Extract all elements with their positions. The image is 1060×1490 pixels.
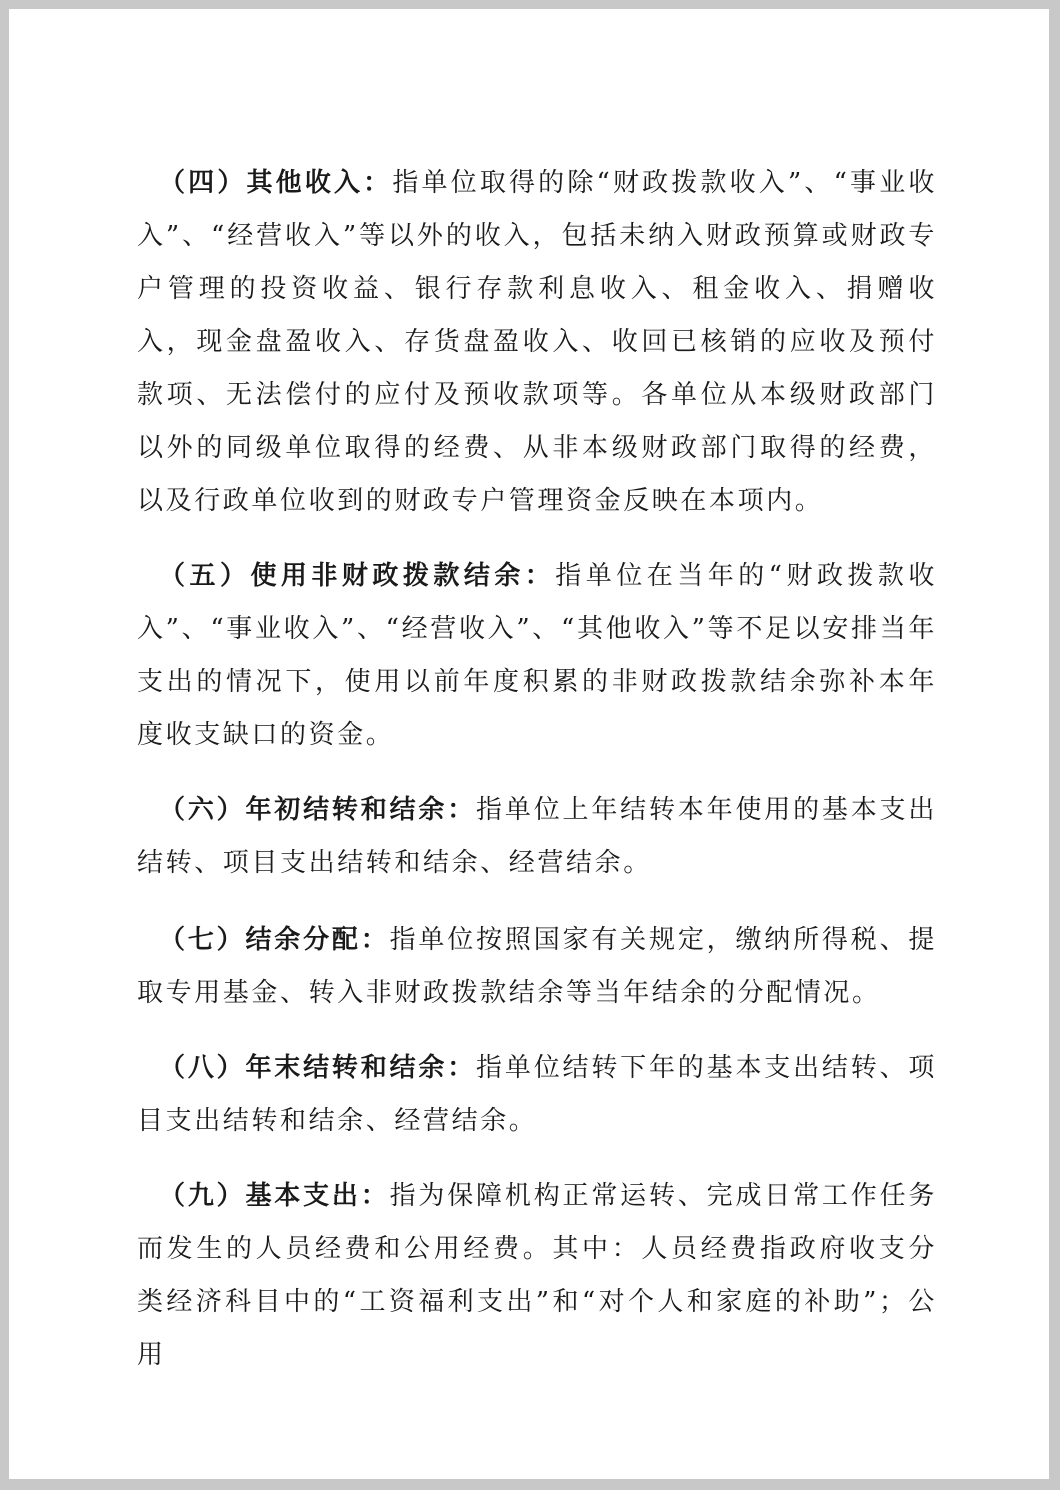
paragraph-heading: （八）年末结转和结余： [159,1053,477,1083]
paragraph-basic-expenditure [137,1170,937,1382]
paragraph-text: 指单位结转下年的基本支出结转、项目支出结转和结余、经营结余。 [137,1053,937,1136]
paragraph-surplus-distribution [137,914,937,1020]
paragraph-text: 指单位上年结转本年使用的基本支出结转、项目支出结转和结余、经营结余。 [137,795,937,878]
paragraph-non-fiscal-balance-use [137,550,937,762]
paragraph-other-income [137,157,937,528]
document-body [137,157,937,1404]
paragraph-text: 指为保障机构正常运转、完成日常工作任务而发生的人员经费和公用经费。其中：人员经费指政府收支分类经济科目中的“工资福利支出”和“对个人和家庭的补助”；公用 [137,1181,937,1370]
paragraph-heading: （九）基本支出： [159,1181,390,1211]
paragraph-text: 指单位在当年的“财政拨款收入”、“事业收入”、“经营收入”、“其他收入”等不足以安排当年支出的情况下，使用以前年度积累的非财政拨款结余弥补本年度收支缺口的资金。 [137,561,937,750]
paragraph-text: 指单位取得的除“财政拨款收入”、“事业收入”、“经营收入”等以外的收入，包括未纳入财政预算或财政专户管理的投资收益、银行存款利息收入、租金收入、捐赠收入，现金盘盈收入、存货盘盈收入、收回已核销的应收及预付款项、无法偿付的应付及预收款项等。各单位从本级财政部门以外的同级单位取得的经费、从非本级财政部门取得的经费，以及行政单位收到的财政专户管理资金反映在本项内。 [137,168,937,516]
paragraph-heading: （四）其他收入： [159,168,393,198]
paragraph-text: 指单位按照国家有关规定，缴纳所得税、提取专用基金、转入非财政拨款结余等当年结余的分配情况。 [137,925,937,1008]
paragraph-closing-carryover [137,1042,937,1148]
document-page [9,9,1049,1479]
paragraph-heading: （六）年初结转和结余： [159,795,477,825]
paragraph-opening-carryover [137,784,937,890]
paragraph-heading: （五）使用非财政拨款结余： [159,561,556,591]
paragraph-heading: （七）结余分配： [159,925,390,955]
